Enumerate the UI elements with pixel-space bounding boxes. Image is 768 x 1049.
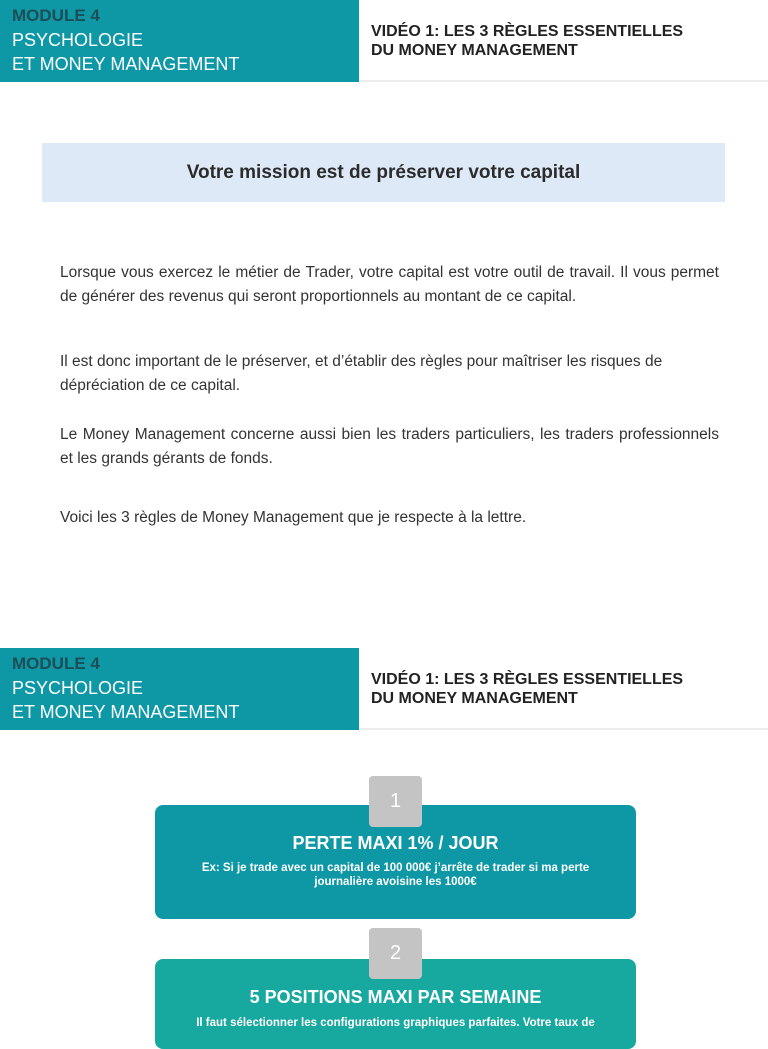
module-number: MODULE 4 — [12, 6, 100, 25]
rule-1-number-badge: 1 — [369, 776, 422, 827]
video-title-line1: VIDÉO 1: LES 3 RÈGLES ESSENTIELLES — [371, 671, 684, 688]
module-title-line2: ET MONEY MANAGEMENT — [12, 702, 240, 722]
video-title — [371, 670, 751, 708]
module-title-line1: PSYCHOLOGIE — [12, 30, 144, 50]
rule-1-description: Ex: Si je trade avec un capital de 100 000€ j’arrête de trader si ma perte journalière avoisine les 1000€ — [201, 862, 590, 888]
rule-2-title: 5 POSITIONS MAXI PAR SEMAINE — [249, 987, 542, 1007]
rule-2-description: Il faut sélectionner les configurations graphiques parfaites. Votre taux de — [196, 1017, 595, 1029]
module-label-panel — [0, 0, 359, 82]
module-number: MODULE 4 — [12, 654, 100, 673]
slide2-header — [0, 648, 768, 730]
paragraph-money-management-scope: Le Money Management concerne aussi bien les traders particuliers, les traders professionnels et les grands gérants de fonds. — [60, 426, 719, 467]
module-label-panel — [0, 648, 359, 730]
video-title-panel — [359, 648, 768, 730]
slide1-header — [0, 0, 768, 82]
video-title — [371, 22, 751, 60]
rule-1-title: PERTE MAXI 1% / JOUR — [292, 833, 499, 853]
paragraph-capital-tool: Lorsque vous exercez le métier de Trader, votre capital est votre outil de travail. Il vous permet de générer des revenus qui seront proportionnels au montant de ce capital. — [60, 264, 719, 305]
mission-banner — [42, 143, 725, 202]
video-title-panel — [359, 0, 768, 82]
video-title-line1: VIDÉO 1: LES 3 RÈGLES ESSENTIELLES — [371, 23, 684, 40]
rule-2-number-badge: 2 — [369, 928, 422, 979]
module-title-line1: PSYCHOLOGIE — [12, 678, 144, 698]
paragraph-three-rules-intro: Voici les 3 règles de Money Management que je respecte à la lettre. — [60, 509, 527, 526]
module-title-line2: ET MONEY MANAGEMENT — [12, 54, 240, 74]
mission-title: Votre mission est de préserver votre capital — [186, 162, 581, 183]
video-title-line2: DU MONEY MANAGEMENT — [371, 42, 578, 59]
paragraph-preserve-capital: Il est donc important de le préserver, et d’établir des règles pour maîtriser les risques de dépréciation de ce capital. — [60, 353, 663, 394]
video-title-line2: DU MONEY MANAGEMENT — [371, 690, 578, 707]
